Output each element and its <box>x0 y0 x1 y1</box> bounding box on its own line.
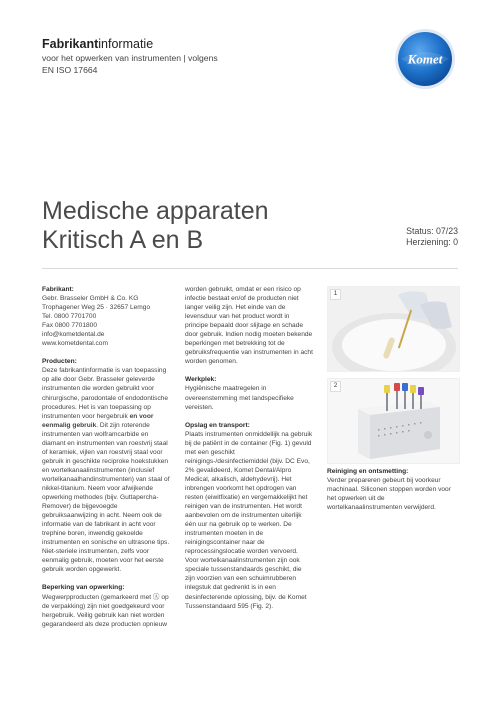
divider <box>42 268 458 269</box>
status-block <box>406 226 458 248</box>
website-link[interactable]: www.kometdental.com <box>42 340 108 348</box>
stand-illustration <box>328 379 459 463</box>
products-text-post: . Dit zijn roterende instrumenten van wolframcarbide en diamant en instrumenten van roestvrij staal of keramiek, vijlen van roestvrij staal voor gebruik in geschikte reciproke hoekstukken en wortelkanaalinstrumenten (inclusief wortelkanaalhandinstrumenten) van staal of nikkel-titanium. Neem voor afwijkende opwerking methodes (bijv. Guttapercha-Remover) de bijgevoegde gebruiksaanwijzing in acht. Neem ook de informatie van de fabrikant in acht voor trephine boren, inwendig gekoelde instrumenten en sonische en ultrasone tips. Niet-steriele instrumenten, zelfs voor eenmalig gebruik, moeten voor het eerste gebruik worden opgewerkt. <box>42 421 170 574</box>
figure-1-number: 1 <box>330 289 341 300</box>
workplace-text: Hygiënische maatregelen in overeenstemming met landspecifieke vereisten. <box>185 385 294 411</box>
fax-line: Fax 0800 7701800 <box>42 322 97 330</box>
container-illustration <box>328 287 459 371</box>
storage-text: Plaats instrumenten onmiddellijk na gebruik bij de patiënt in de container (Fig. 1) gevuld met een geschikt reinigings-/desinfectiemiddel (bijv. DC Evo, 2% gevalideerd, Komet Dental/Alpro Medical, alkalisch, aldehydevrij). Het inbrengen voorkomt het opdrogen van resten (eiwitfixatie) en vergemakkelijkt het reinigen van de instrumenten. Het wordt aanbevolen om de instrumenten uiterlijk één uur na gebruik op te werken. De instrumenten moeten in de reinigingscontainer naar de reprocessingslocatie worden vervoerd. Voor wortelkanaalinstrumenten zijn ook speciale tussenstandaards geschikt, die zijn voorzien van een schuimrubberen inlegstuk dat gedrenkt is in een desinfecterende oplossing, bijv. de Komet Tussenstandaard 595 (Fig. 2). <box>185 430 313 610</box>
header-subtitle <box>42 53 342 76</box>
address-line: Gebr. Brasseler GmbH & Co. KG <box>42 295 139 303</box>
column-1 <box>42 285 170 629</box>
products-heading: Producten: <box>42 358 77 366</box>
document-title-line1: Medische apparaten <box>42 197 269 225</box>
status-date: Status: 07/23 <box>406 226 458 236</box>
header-subtitle-line2: EN ISO 17664 <box>42 64 98 75</box>
cleaning-heading: Reiniging en ontsmetting: <box>327 468 409 475</box>
phone-line: Tel. 0800 7701700 <box>42 313 97 321</box>
products-text-pre: Deze fabrikantinformatie is van toepassing op alle door Gebr. Brasseler geleverde instrumenten die worden gebruikt voor chirurgische, parodontale of endodontische procedures. Het is van toepassing op instrumenten voor hergebruik <box>42 367 169 420</box>
limitation-heading: Beperking van opwerking: <box>42 584 125 592</box>
figure-2-stand-photo <box>327 378 460 464</box>
header-title-bold: Fabrikant <box>42 37 99 51</box>
header <box>42 37 342 76</box>
email-link[interactable]: info@kometdental.de <box>42 331 105 339</box>
column-2 <box>185 285 313 611</box>
products-text <box>42 366 170 574</box>
header-title <box>42 37 342 51</box>
products-text-bold: en voor eenmalig gebruik <box>42 412 154 429</box>
column-3-text <box>327 467 459 512</box>
manufacturer-address <box>42 294 170 348</box>
workplace-heading: Werkplek: <box>185 376 217 384</box>
cleaning-text: Verder prepareren gebeurt bij voorkeur machinaal. Siliconen stoppen worden voor het opwerken uit de wortelkanaalinstrumenten verwijderd. <box>327 477 451 512</box>
document-title <box>42 197 269 255</box>
header-subtitle-line1: voor het opwerken van instrumenten | volgens <box>42 53 218 63</box>
limitation-text-continued: worden gebruikt, omdat er een risico op infectie bestaat en/of de producten niet langer veilig zijn. Het einde van de levensduur van het product wordt in principe bepaald door slijtage en schade door gebruik. Indien nodig moeten bekende beperkingen met betrekking tot de gebruiksfrequentie van instrumenten in acht worden genomen. <box>185 286 313 366</box>
document-title-line2: Kritisch A en B <box>42 226 204 254</box>
header-title-rest: informatie <box>98 37 154 51</box>
komet-logo <box>393 27 457 91</box>
manufacturer-heading: Fabrikant: <box>42 286 74 293</box>
address-line: Trophagener Weg 25 · 32657 Lemgo <box>42 304 151 312</box>
logo-text: Komet <box>407 51 443 67</box>
figure-1-container-photo <box>327 286 460 372</box>
storage-heading: Opslag en transport: <box>185 421 250 429</box>
figure-2-number: 2 <box>330 381 341 392</box>
limitation-text: Wegwerpproducten (gemarkeerd met Ⓐ op de verpakking) zijn niet goedgekeurd voor hergebruik. Veilig gebruik kan niet worden gegarandeerd als deze producten opnieuw <box>42 593 169 628</box>
revision: Herziening: 0 <box>406 237 458 247</box>
